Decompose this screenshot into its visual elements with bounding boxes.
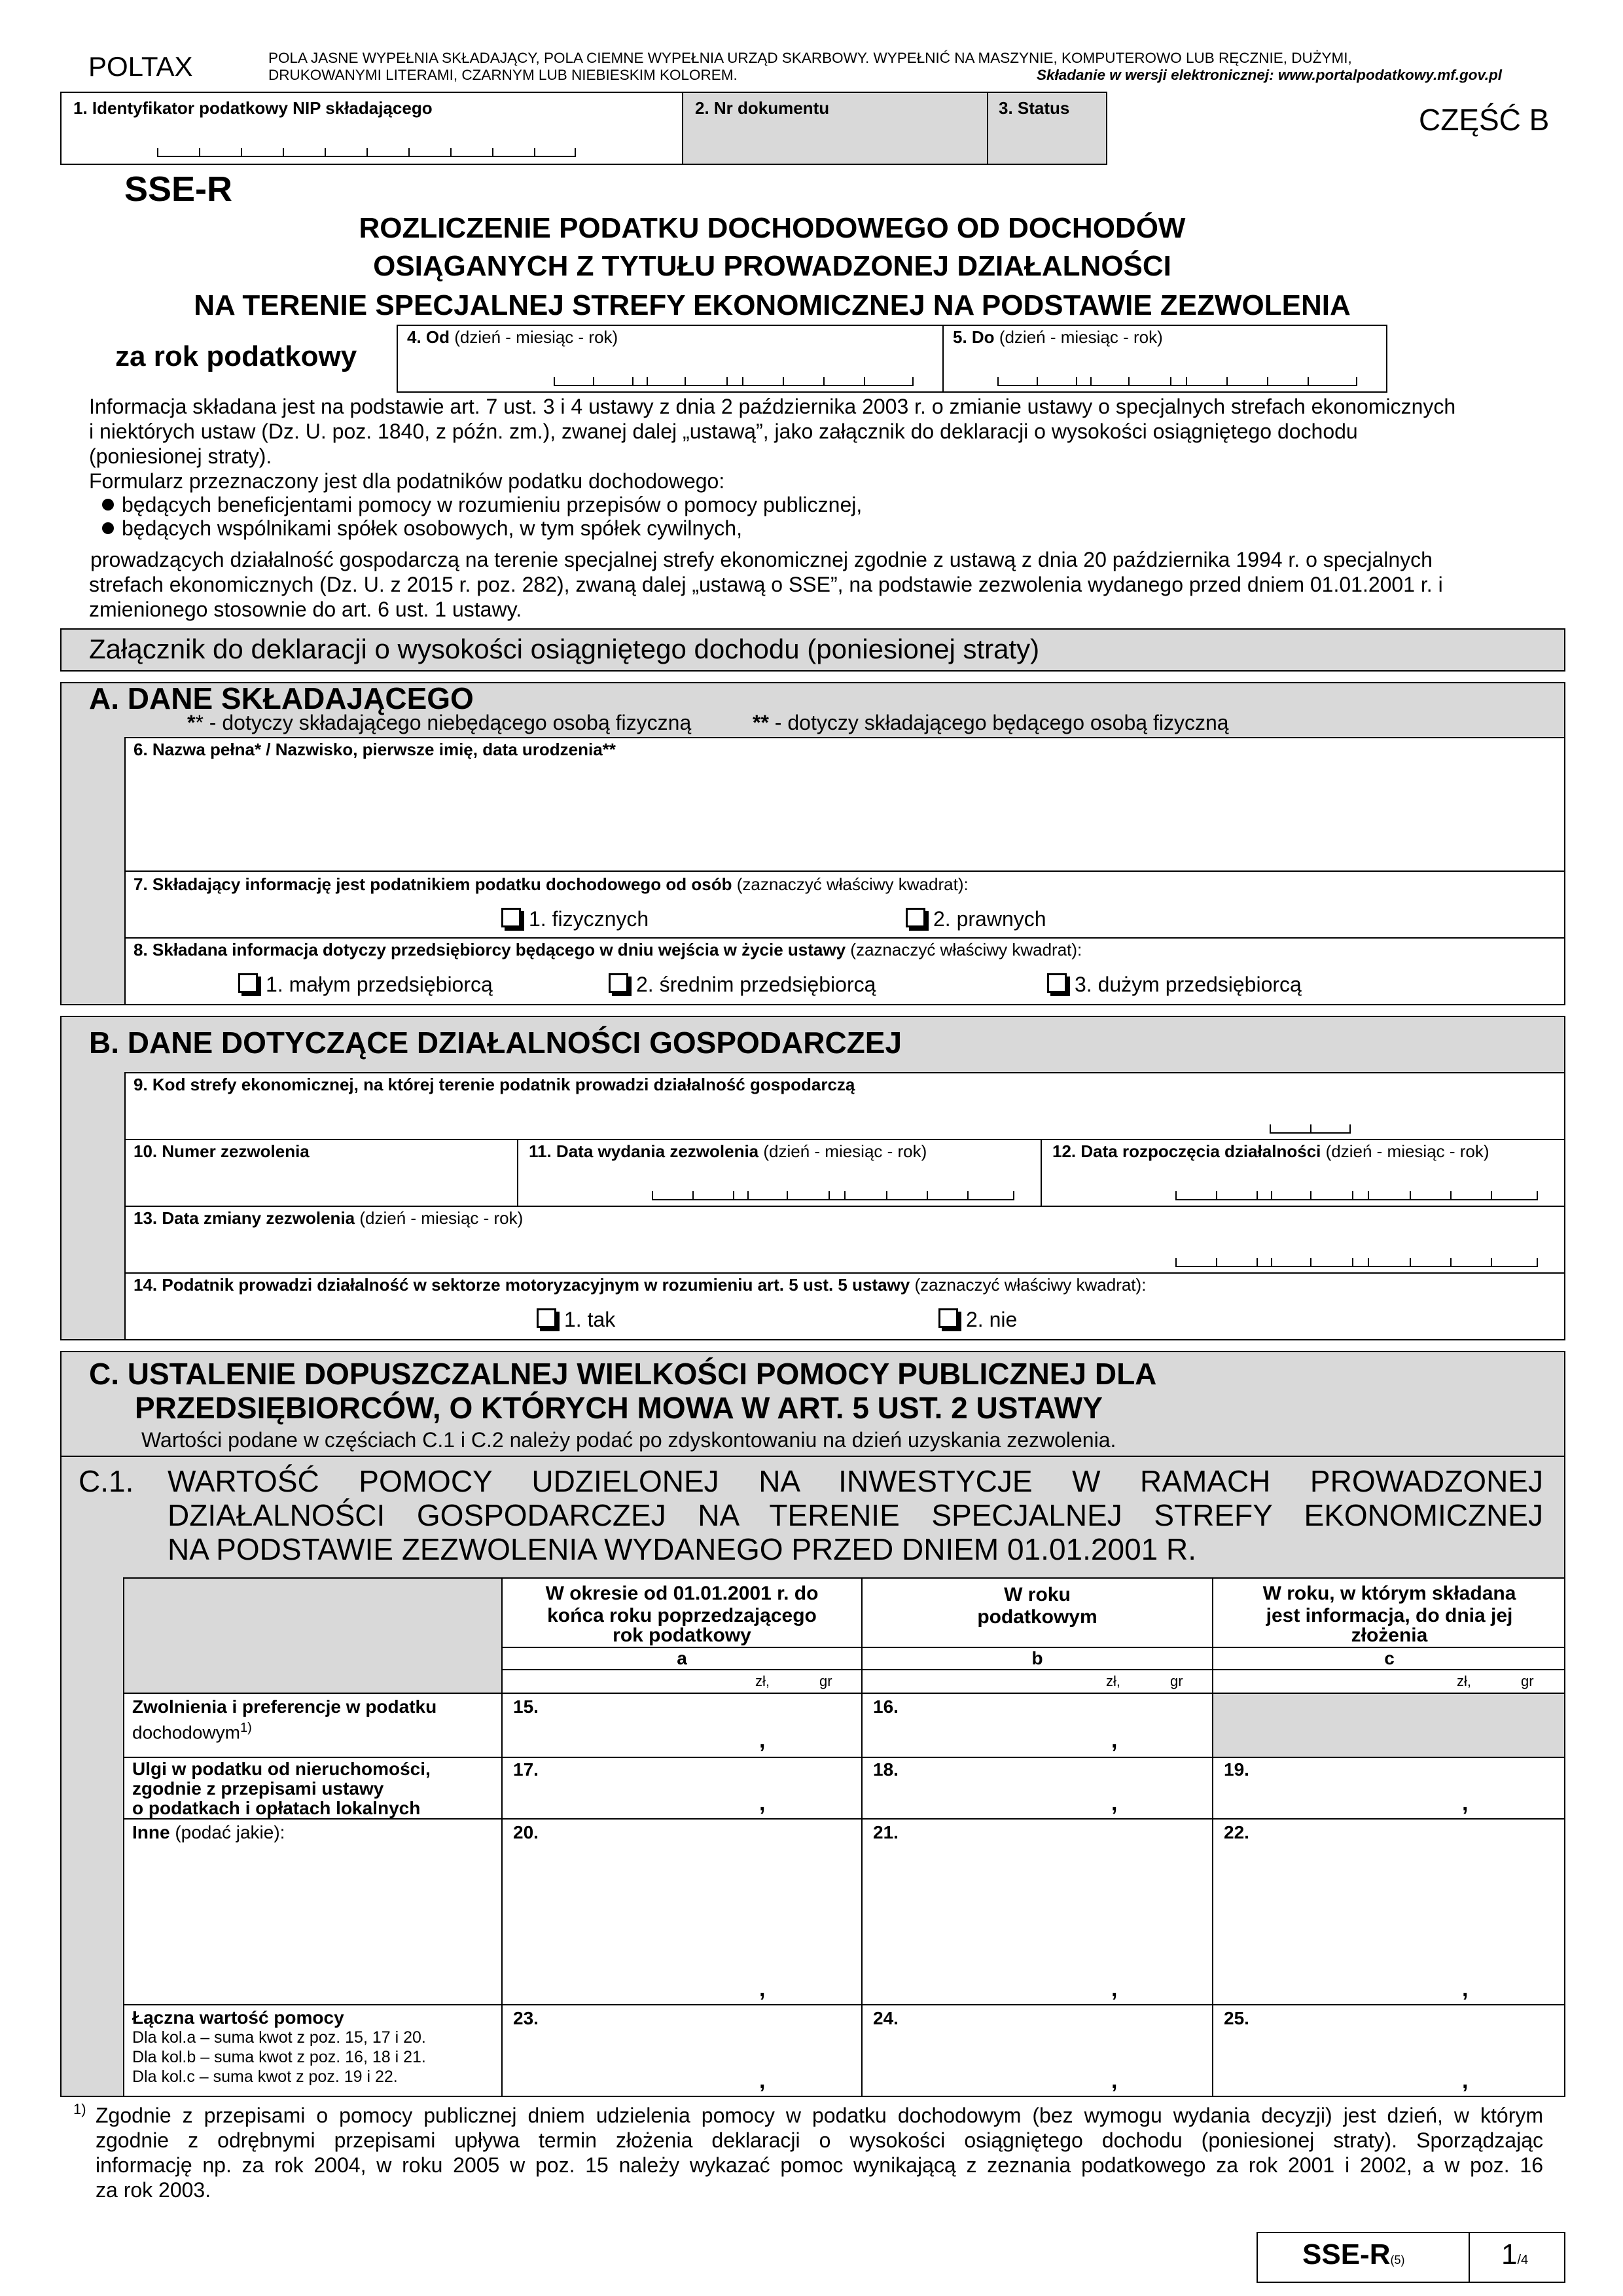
attachment-banner-text: Załącznik do deklaracji o wysokości osiągniętego dochodu (poniesionej straty) [89,634,1040,664]
brand-label: POLTAX [88,51,193,82]
row-property-tax-label: Ulgi w podatku od nieruchomości, zgodnie z przepisami ustawy o podatkach i opłatach lokalnych [132,1759,431,1818]
to-date-combs[interactable] [997,377,1357,386]
row-income-tax-label: Zwolnienia i preferencje w podatku dochodowym$^{1)}$ [132,1696,437,1743]
c1-number: C.1. [79,1464,134,1498]
col-a-header: W okresie od 01.01.2001 r. do końca roku poprzedzającego rok podatkowy [545,1583,819,1646]
section-b-title: B. DANE DOTYCZĄCE DZIAŁALNOŚCI GOSPODARCZEJ [89,1026,902,1060]
zone-code-combs [1270,1124,1351,1134]
automotive-no-option[interactable]: 2. nie [938,1306,1017,1333]
decimal-comma: , [1111,1977,1118,2001]
form-title-line1: ROZLICZENIE PODATKU DOCHODOWEGO OD DOCHODÓW [359,212,1186,244]
c1-title-line2: DZIAŁALNOŚCI GOSPODARCZEJ NA TERENIE SPECJALNEJ STREFY EKONOMICZNEJ [168,1498,1543,1532]
field-24[interactable]: 24. [873,2008,899,2028]
currency-zl: zł, [1106,1673,1120,1689]
field-17[interactable]: 17. [513,1759,539,1780]
footnote-line1: Zgodnie z przepisami o pomocy publicznej dniem udzielenia pomocy w podatku dochodowym (bez wymogu wydania decyzji) jest dzień, w którym [96,2104,1543,2127]
c1-title-line3: NA PODSTAWIE ZEZWOLENIA WYDANEGO PRZED DNIEM 01.01.2001 R. [168,1532,1197,1566]
enterprise-size-label: 8. Składana informacja dotyczy przedsiębiorcy będącego w dniu wejścia w życie ustawy (zaznaczyć właściwy kwadrat): [134,940,1082,960]
permit-change-combs[interactable] [1175,1258,1538,1267]
intro-p3-line2: strefach ekonomicznych (Dz. U. z 2015 r. poz. 282), zwaną dalej „ustawą o SSE”, na podstawie zezwolenia wydanego przed dniem 01.01.2001 r. i [89,573,1443,596]
activity-start-combs[interactable] [1175,1191,1538,1200]
footnote-line4: za rok 2003. [96,2178,211,2202]
decimal-comma: , [1462,2068,1469,2093]
decimal-comma: , [1111,1728,1118,1753]
permit-date-label: 11. Data wydania zezwolenia (dzień - miesiąc - rok) [529,1141,927,1161]
instructions-line2: DRUKOWANYMI LITERAMI, CZARNYM LUB NIEBIESKIM KOLOREM. [268,67,738,83]
section-c-subnote: Wartości podane w częściach C.1 i C.2 należy podać po zdyskontowaniu na dzień uzyskania zezwolenia. [141,1428,1116,1452]
intro-p2: Formularz przeznaczony jest dla podatników podatku dochodowego: [89,469,725,493]
activity-start-label: 12. Data rozpoczęcia działalności (dzień - miesiąc - rok) [1052,1141,1489,1161]
field-16[interactable]: 16. [873,1696,899,1717]
field-15[interactable]: 15. [513,1696,539,1717]
section-a-title: A. DANE SKŁADAJĄCEGO [89,681,474,715]
zone-code-label: 9. Kod strefy ekonomicznej, na której terenie podatnik prowadzi działalność gospodarczą [134,1075,855,1094]
intro-p3-line3: zmienionego stosownie do art. 6 ust. 1 ustawy. [89,598,522,621]
bullet-icon [102,522,114,534]
bullet-icon [102,499,114,511]
decimal-comma: , [759,1728,766,1753]
intro-p1-line3: (poniesionej straty). [89,444,272,468]
form-code: SSE-R [124,170,233,209]
footer-page-number: 1/4 [1501,2238,1529,2270]
field-23[interactable]: 23. [513,2008,539,2028]
doc-number-label: 2. Nr dokumentu [695,98,830,118]
c1-title-line1: WARTOŚĆ POMOCY UDZIELONEJ NA INWESTYCJE W RAMACH PROWADZONEJ [168,1464,1543,1498]
taxpayer-individual-option[interactable]: 1. fizycznych [501,906,649,932]
footnote-line3: informację np. za rok 2004, w roku 2005 w poz. 15 należy wykazać pomoc wynikającą z zeznania podatkowego za rok 2001 i 2002, a w poz. 16 [96,2153,1543,2177]
currency-zl: zł, [755,1673,770,1689]
field-20[interactable]: 20. [513,1822,539,1842]
footnote-line2: zgodnie z odrębnymi przepisami upływa termin złożenia deklaracji o wysokości osiągniętego dochodu (poniesionej straty). Sporządzając [96,2128,1543,2152]
status-label: 3. Status [999,98,1070,118]
col-b-header: W roku podatkowym [977,1584,1097,1628]
taxpayer-type-label: 7. Składający informację jest podatnikiem podatku dochodowego od osób (zaznaczyć właściwy kwadrat): [134,874,969,894]
footnote-mark: 1) [73,2101,86,2117]
year-label: za rok podatkowy [115,340,357,372]
decimal-comma: , [759,2068,766,2093]
intro-bullet2: będących wspólnikami spółek osobowych, w tym spółek cywilnych, [122,516,742,540]
field-25[interactable]: 25. [1224,2008,1249,2028]
taxpayer-legal-option[interactable]: 2. prawnych [906,906,1046,932]
automotive-yes-option[interactable]: 1. tak [537,1306,615,1333]
checkbox-icon [906,908,925,927]
enterprise-medium-option[interactable]: 2. średnim przedsiębiorcą [609,971,876,997]
permit-number-label: 10. Numer zezwolenia [134,1141,310,1161]
intro-p1-line1: Informacja składana jest na podstawie art. 7 ust. 3 i 4 ustawy z dnia 2 października 2003 r. o zmianie ustawy o specjalnych strefach ekonomicznych [89,395,1456,418]
enterprise-small-option[interactable]: 1. małym przedsiębiorcą [238,971,493,997]
instructions-line1: POLA JASNE WYPEŁNIA SKŁADAJĄCY, POLA CIEMNE WYPEŁNIA URZĄD SKARBOWY. WYPEŁNIĆ NA MASZYNIE, KOMPUTEROWO LUB RĘCZNIE, DUŻYMI, [268,50,1352,66]
electronic-note: Składanie w wersji elektronicznej: www.portalpodatkowy.mf.gov.pl [1037,67,1502,83]
permit-date-combs[interactable] [652,1191,1014,1200]
checkbox-icon [609,973,628,993]
checkbox-icon [938,1308,958,1328]
section-c-title-line1: C. USTALENIE DOPUSZCZALNEJ WIELKOŚCI POMOCY PUBLICZNEJ DLA [89,1357,1157,1391]
permit-change-label: 13. Data zmiany zezwolenia (dzień - miesiąc - rok) [134,1208,524,1228]
row-other-label: Inne (podać jakie): [132,1822,285,1842]
checkbox-icon [238,973,258,993]
automotive-label: 14. Podatnik prowadzi działalność w sektorze motoryzacyjnym w rozumieniu art. 5 ust. 5 ustawy (zaznaczyć właściwy kwadrat): [134,1275,1147,1295]
decimal-comma: , [1111,1791,1118,1816]
part-label: CZĘŚĆ B [1419,103,1550,137]
decimal-comma: , [1462,1791,1469,1816]
currency-gr: gr [1170,1673,1183,1689]
form-title-line3: NA TERENIE SPECJALNEJ STREFY EKONOMICZNEJ NA PODSTAWIE ZEZWOLENIA [194,289,1351,321]
col-c-letter: c [1384,1648,1395,1668]
col-a-letter: a [677,1648,687,1668]
section-a-note1: ** - dotyczy składającego niebędącego osobą fizyczną [187,711,692,734]
footer-form-code: SSE-R(5) [1302,2238,1405,2270]
from-date-combs[interactable] [554,377,914,386]
currency-gr: gr [819,1673,832,1689]
field-18[interactable]: 18. [873,1759,899,1780]
nip-field-label: 1. Identyfikator podatkowy NIP składającego [73,98,433,118]
currency-zl: zł, [1457,1673,1471,1689]
decimal-comma: , [1462,1977,1469,2001]
section-a-note2: ** - dotyczy składającego będącego osobą fizyczną [753,711,1229,734]
intro-p3-line1: prowadzących działalność gospodarczą na terenie specjalnej strefy ekonomicznej zgodnie z ustawą z dnia 20 października 1994 r. o specjalnych [90,548,1433,571]
form-title-line2: OSIĄGANYCH Z TYTUŁU PROWADZONEJ DZIAŁALNOŚCI [373,250,1171,282]
checkbox-icon [1047,973,1067,993]
checkbox-icon [537,1308,556,1328]
field-22[interactable]: 22. [1224,1822,1249,1842]
from-label: 4. Od (dzień - miesiąc - rok) [407,327,618,347]
section-c-title-line2: PRZEDSIĘBIORCÓW, O KTÓRYCH MOWA W ART. 5 UST. 2 USTAWY [135,1391,1103,1425]
decimal-comma: , [759,1791,766,1816]
currency-gr: gr [1521,1673,1534,1689]
field-19[interactable]: 19. [1224,1759,1249,1780]
row-total-label: Łączna wartość pomocy Dla kol.a – suma kwot z poz. 15, 17 i 20. Dla kol.b – suma kwot z poz. 16, 18 i 21. Dla kol.c – suma kwot z poz. 19 i 22. [132,2007,426,2086]
col-c-header: W roku, w którym składana jest informacja, do dnia jej złożenia [1262,1583,1516,1646]
decimal-comma: , [759,1977,766,2001]
field-21[interactable]: 21. [873,1822,899,1842]
intro-bullet1: będących beneficjentami pomocy w rozumieniu przepisów o pomocy publicznej, [122,493,863,516]
nip-combs [157,148,576,157]
name-field-label: 6. Nazwa pełna* / Nazwisko, pierwsze imię, data urodzenia** [134,740,616,759]
to-label: 5. Do (dzień - miesiąc - rok) [953,327,1163,347]
enterprise-large-option[interactable]: 3. dużym przedsiębiorcą [1047,971,1302,997]
checkbox-icon [501,908,521,927]
intro-p1-line2: i niektórych ustaw (Dz. U. poz. 1840, z późn. zm.), zwanej dalej „ustawą”, jako załącznik do deklaracji o wysokości osiągniętego dochodu [89,420,1358,443]
col-b-letter: b [1031,1648,1043,1668]
decimal-comma: , [1111,2068,1118,2093]
